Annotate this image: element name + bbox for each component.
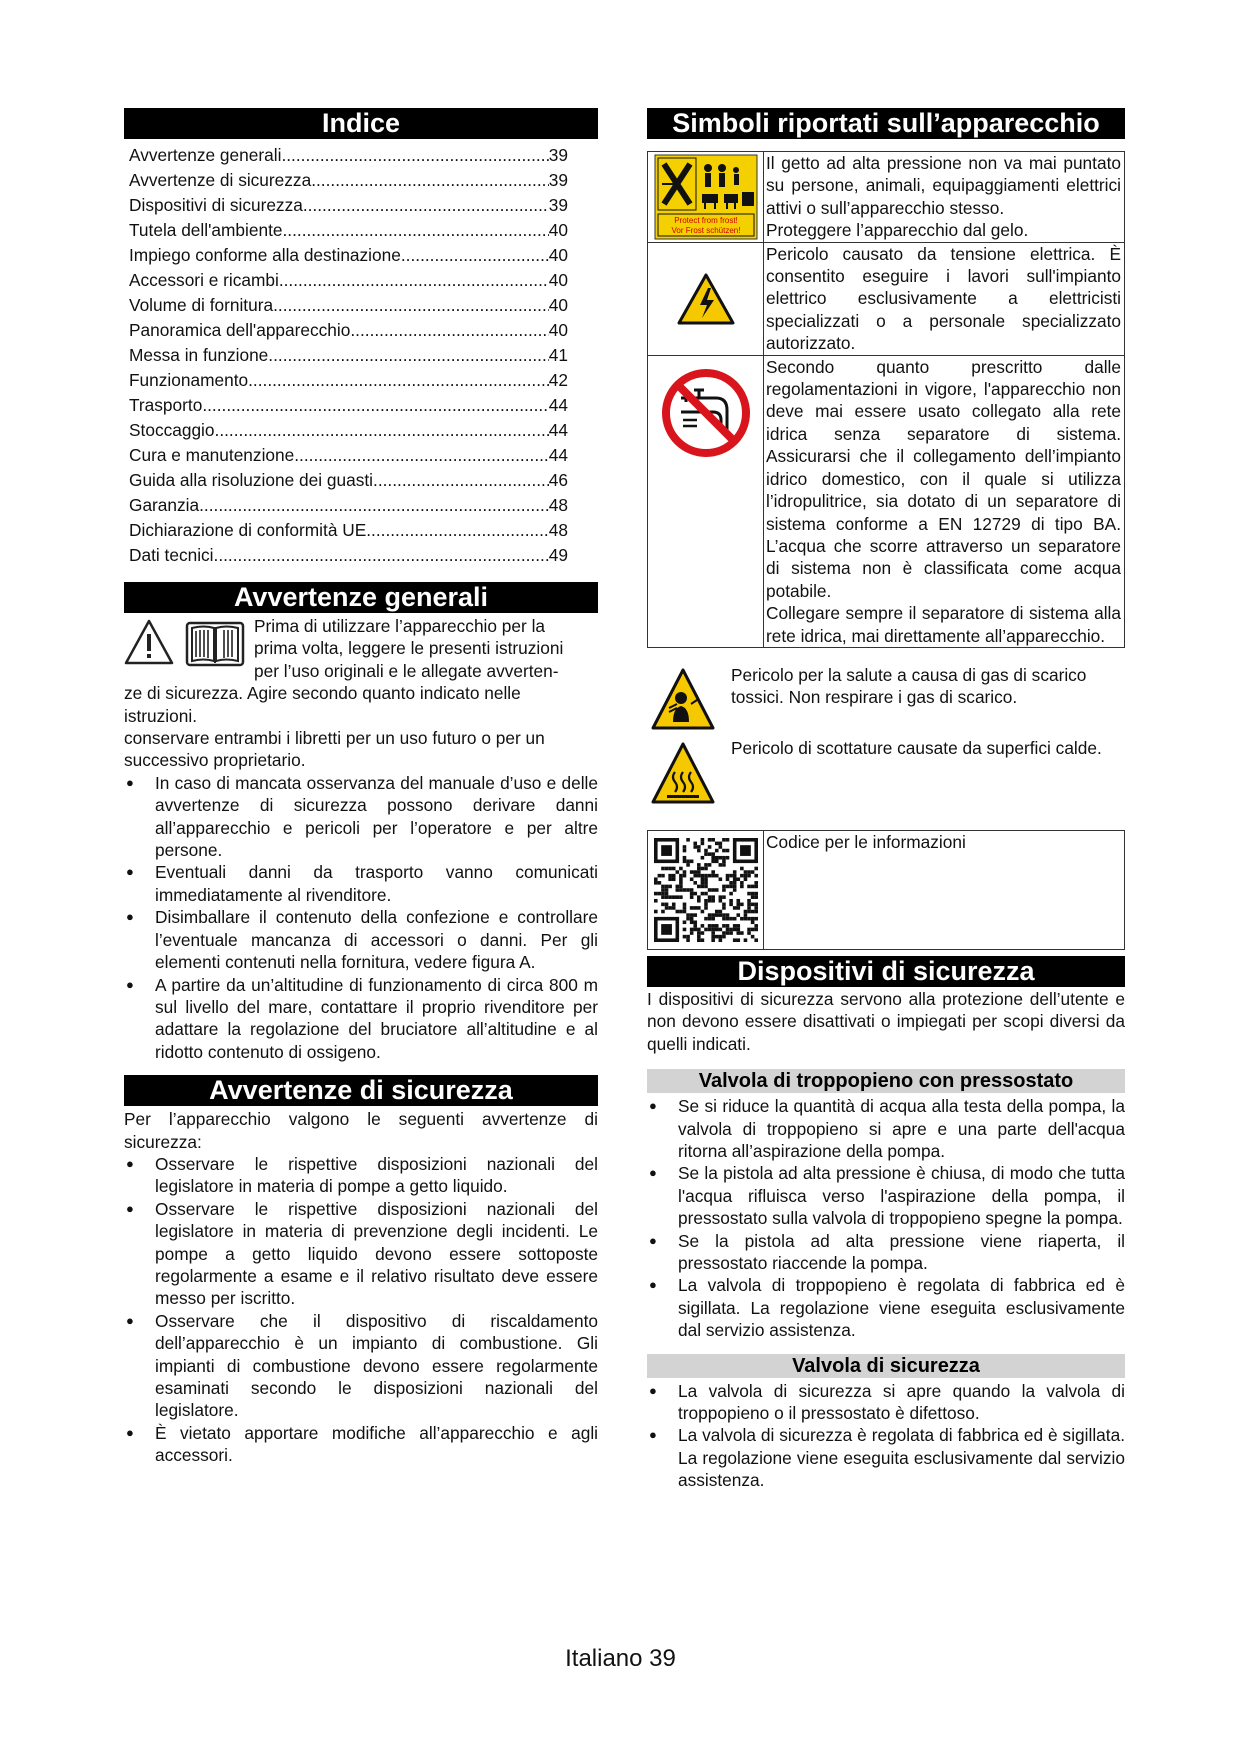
toc-title: Avvertenze generali [129,145,282,165]
table-row [648,242,1125,355]
toc-page: 44 [548,395,568,415]
toc-page: 41 [548,345,568,365]
list-item: ● Osservare che il dispositivo di riscaldamento dell’apparecchio è un impianto di combustione. Gli impianti di combustione devono essere regolarmente esaminati secondo le disposizioni nazionali del legislatore. [124,1310,598,1422]
symbols-heading: Simboli riportati sull’apparecchio [647,108,1125,139]
toc-page: 40 [548,270,568,290]
general-warnings-list [124,772,598,1063]
frost-label-line1: Protect from frost! [673,215,738,225]
no-direct-water-connection-icon [661,368,751,458]
toc-entry [124,268,598,293]
right-column [647,108,1125,1492]
toc-leader [248,368,549,393]
list-item: ● La valvola di sicurezza si apre quando la valvola di troppopieno o il pressostato è difettoso. [647,1380,1125,1425]
toc-entry [124,168,598,193]
toc-title: Cura e manutenzione [129,445,295,465]
qr-cell [648,830,764,949]
list-item: ● Disimballare il contenuto della confezione e controllare l’eventuale mancanza di accessori o danni. Per gli elementi contenuti nella fornitura, vedere figura A. [124,906,598,973]
toc-leader [350,318,548,343]
toc-entry [124,143,598,168]
toc-title: Stoccaggio [129,420,215,440]
list-item: ● Se si riduce la quantità di acqua alla testa della pompa, la valvola di troppopieno si apre e una parte dell'acqua ritorna all’aspirazione della pompa. [647,1095,1125,1162]
toc-entry [124,343,598,368]
toc-page: 48 [548,495,568,515]
toc-entry [124,368,598,393]
toc-leader [294,443,549,468]
toc-leader [202,393,548,418]
frost-warning-label-icon [654,154,758,240]
toc-entry [124,393,598,418]
safety-devices-intro: I dispositivi di sicurezza servono alla protezione dell’utente e non devono essere disattivati o impiegati per scopi diversi da quelli indicati. [647,988,1125,1054]
toc-title: Garanzia [129,495,200,515]
toc-leader [282,218,548,243]
table-row [648,830,1125,949]
list-item: ● Osservare le rispettive disposizioni nazionali del legislatore in materia di prevenzione degli incidenti. Le pompe a getto liquido devono essere sottoposte regolarmente a esame e il relativo risultato deve essere messo per iscritto. [124,1198,598,1310]
list-item: ● In caso di mancata osservanza del manuale d’uso e delle avvertenze di sicurezza possono derivare danni all’apparecchio e pericoli per l’operatore e per altre persone. [124,772,598,862]
toxic-gas-text: Pericolo per la salute a causa di gas di scarico tossici. Non respirare i gas di scarico. [731,664,1087,708]
toc-leader [373,468,549,493]
hot-surface-warning [647,738,1125,810]
general-intro-continued: ze di sicurezza. Agire secondo quanto indicato nelle istruzioni. [124,683,521,726]
safety-devices-heading: Dispositivi di sicurezza [647,956,1125,987]
toc-page: 49 [548,545,568,565]
toc-page: 39 [548,170,568,190]
keep-manuals-note: conservare entrambi i libretti per un uso futuro o per un successivo proprietario. [124,728,545,771]
toxic-gas-warning-icon [647,664,719,736]
list-item: ● A partire da un’altitudine di funzionamento di circa 800 m sul livello del mare, contattare il proprio rivenditore per adattare la regolazione del bruciatore all’altitudine e al ridotto contenuto di ossigeno. [124,974,598,1064]
toc-leader [311,168,549,193]
qr-description: Codice per le informazioni [764,830,1125,949]
general-intro-lines: Prima di utilizzare l’apparecchio per la prima volta, leggere le presenti istruzioni per l’uso originali e le allegate avverten- [254,616,564,681]
hot-surface-text: Pericolo di scottature causate da superfici calde. [731,737,1102,758]
toc-page: 40 [548,245,568,265]
list-item: ● È vietato apportare modifiche all’apparecchio e agli accessori. [124,1422,598,1467]
hot-surface-warning-icon [647,738,719,810]
overflow-valve-list [647,1095,1125,1341]
toc-title: Panoramica dell'apparecchio [129,320,351,340]
electric-hazard-icon [676,272,736,326]
symbol-cell [648,242,764,355]
safety-warnings-body [124,1108,598,1467]
qr-code-table [647,830,1125,950]
toc-title: Messa in funzione [129,345,269,365]
toc-entry [124,318,598,343]
toc-title: Trasporto [129,395,203,415]
toc-page: 40 [548,320,568,340]
toc-page: 42 [548,370,568,390]
toc-entry [124,193,598,218]
toc-page: 44 [548,445,568,465]
index-heading: Indice [124,108,598,139]
qr-code-icon [654,838,758,942]
toc-title: Dispositivi di sicurezza [129,195,303,215]
table-row [648,152,1125,243]
general-warnings-body [124,615,598,1063]
general-warnings-heading: Avvertenze generali [124,582,598,613]
toc-page: 44 [548,420,568,440]
list-item: ● Osservare le rispettive disposizioni nazionali del legislatore in materia di pompe a getto liquido. [124,1153,598,1198]
left-column [124,108,598,1467]
warning-triangle-icon [124,619,174,665]
safety-warnings-heading: Avvertenze di sicurezza [124,1075,598,1106]
read-manual-icons [124,615,254,669]
toc-title: Funzionamento [129,370,249,390]
toc-entry [124,293,598,318]
toc-leader [401,243,549,268]
toc-page: 40 [548,220,568,240]
toc-entry [124,543,598,568]
overflow-valve-heading: Valvola di troppopieno con pressostato [647,1069,1125,1093]
toc-entry [124,443,598,468]
toc-title: Dichiarazione di conformità UE [129,520,367,540]
toc-page: 39 [548,195,568,215]
toc-title: Tutela dell'ambiente [129,220,283,240]
symbol-description: Il getto ad alta pressione non va mai puntato su persone, animali, equipaggiamenti elettrici attivi o sull’apparecchio stesso. Proteggere l’apparecchio dal gelo. [764,152,1125,243]
toc-title: Volume di fornitura [129,295,274,315]
toc-leader [366,518,549,543]
toc-leader [303,193,549,218]
toc-entry [124,468,598,493]
toc-title: Avvertenze di sicurezza [129,170,312,190]
list-item: ● Se la pistola ad alta pressione viene riaperta, il pressostato riaccende la pompa. [647,1230,1125,1275]
safety-valve-list [647,1380,1125,1492]
symbol-cell [648,152,764,243]
symbol-description: Pericolo causato da tensione elettrica. È consentito eseguire i lavori sull'impianto elettrico esclusivamente a elettricisti specializzati o a personale specializzato autorizzato. [764,242,1125,355]
toc-leader [273,293,549,318]
table-of-contents [124,143,598,568]
toc-entry [124,218,598,243]
toc-page: 40 [548,295,568,315]
toc-page: 39 [548,145,568,165]
toc-leader [215,418,549,443]
symbol-description: Secondo quanto prescritto dalle regolamentazioni in vigore, l'apparecchio non deve mai essere usato collegato alla rete idrica senza separatore di sistema. Assicurarsi che il collegamento dell’impianto idrico domestico, con il quale si utilizza l’idropulitrice, sia dotato di un separatore di sistema conforme a EN 12729 di tipo BA. L’acqua che scorre attraverso un separatore di sistema non è classificata come acqua potabile. Collegare sempre il separatore di sistema alla rete idrica, mai direttamente all’apparecchio. [764,355,1125,647]
list-item: ● La valvola di troppopieno è regolata di fabbrica ed è sigillata. La regolazione viene eseguita esclusivamente dal servizio assistenza. [647,1274,1125,1341]
safety-warnings-list [124,1153,598,1467]
page-number: 39 [649,1645,676,1672]
toc-entry [124,518,598,543]
manual-book-icon [184,619,246,669]
toc-title: Accessori e ricambi [129,270,279,290]
toc-entry [124,493,598,518]
toc-leader [214,543,549,568]
list-item: ● La valvola di sicurezza è regolata di fabbrica ed è sigillata. La regolazione viene eseguita esclusivamente dal servizio assistenza. [647,1424,1125,1491]
toc-leader [279,268,549,293]
toc-title: Dati tecnici [129,545,214,565]
safety-intro: Per l’apparecchio valgono le seguenti avvertenze di sicurezza: [124,1109,598,1152]
symbol-cell [648,355,764,647]
toc-page: 48 [548,520,568,540]
toc-entry [124,418,598,443]
table-row [648,355,1125,647]
list-item: ● Eventuali danni da trasporto vanno comunicati immediatamente al rivenditore. [124,861,598,906]
footer-language: Italiano [565,1645,643,1672]
toc-title: Guida alla risoluzione dei guasti [129,470,374,490]
frost-label-line2: Vor Frost schützen! [671,225,740,235]
toc-leader [268,343,548,368]
symbols-table [647,151,1125,648]
toc-title: Impiego conforme alla destinazione [129,245,401,265]
toc-leader [199,493,549,518]
list-item: ● Se la pistola ad alta pressione è chiusa, di modo che tutta l'acqua rifluisca verso l'aspirazione della pompa, il pressostato sulla valvola di troppopieno spegne la pompa. [647,1162,1125,1229]
toc-page: 46 [548,470,568,490]
page-footer [0,1645,1241,1673]
safety-valve-heading: Valvola di sicurezza [647,1354,1125,1378]
toc-entry [124,243,598,268]
toc-leader [281,143,548,168]
toxic-gas-warning [647,664,1125,736]
